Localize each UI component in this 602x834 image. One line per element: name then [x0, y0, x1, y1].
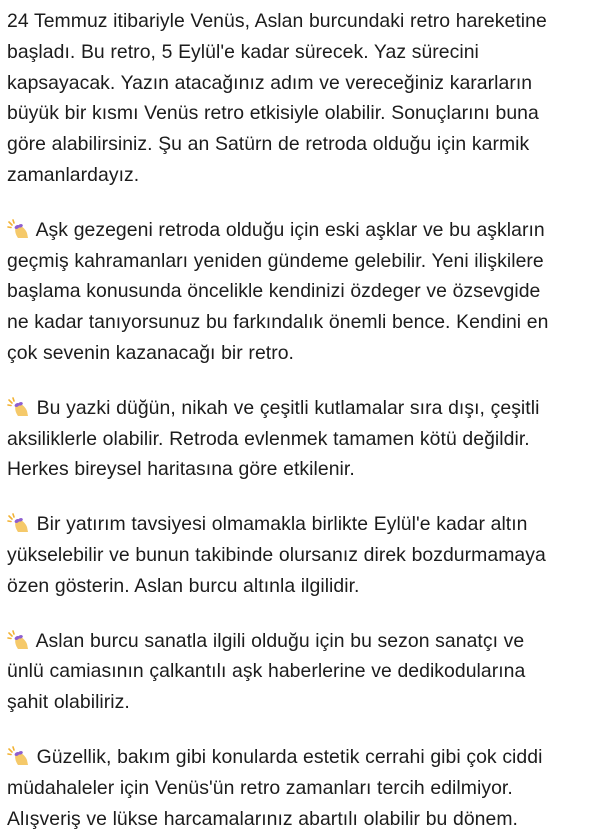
- paragraph-gap: [7, 369, 602, 393]
- nail-polish-icon: [7, 219, 29, 239]
- text-line: Aşk gezegeni retroda olduğu için eski aşklar ve bu aşkların: [35, 218, 545, 241]
- text-line: çok sevenin kazanacağı bir retro.: [7, 341, 294, 364]
- text-line: kapsayacak. Yazın atacağınız adım ve vereceğiniz kararların: [7, 71, 533, 94]
- text-line: şahit olabiliriz.: [7, 691, 130, 714]
- text-line: Aslan burcu sanatla ilgili olduğu için bu sezon sanatçı ve: [35, 629, 525, 652]
- nail-polish-icon: [7, 397, 29, 417]
- text-line: başlama konusunda öncelikle kendinizi özdeger ve özsevgide: [7, 280, 541, 303]
- nail-polish-icon: [7, 513, 29, 533]
- paragraph: [7, 626, 602, 718]
- text-line: Alışveriş ve lükse harcamalarınız abartılı olabilir bu dönem.: [7, 807, 518, 830]
- text-line: Herkes bireysel haritasına göre etkilenir.: [7, 458, 355, 481]
- paragraph-gap: [7, 718, 602, 742]
- text-line: Bu yazki düğün, nikah ve çeşitli kutlamalar sıra dışı, çeşitli: [36, 396, 540, 419]
- text-line: ne kadar tanıyorsunuz bu farkındalık önemli bence. Kendini en: [7, 311, 549, 334]
- paragraph: [7, 509, 602, 601]
- text-line: aksiliklerle olabilir. Retroda evlenmek tamamen kötü değildir.: [7, 427, 530, 450]
- text-line: özen gösterin. Aslan burcu altınla ilgilidir.: [7, 574, 360, 597]
- paragraph: [7, 215, 602, 369]
- paragraph-gap: [7, 191, 602, 215]
- text-line: zamanlardayız.: [7, 163, 140, 186]
- text-line: yükselebilir ve bunun takibinde olursanız direk bozdurmamaya: [7, 543, 546, 566]
- text-line: başladı. Bu retro, 5 Eylül'e kadar sürecek. Yaz sürecini: [7, 40, 479, 63]
- text-line: göre alabilirsiniz. Şu an Satürn de retroda olduğu için karmik: [7, 133, 530, 156]
- text-line: Güzellik, bakım gibi konularda estetik cerrahi gibi çok ciddi: [36, 745, 543, 768]
- nail-polish-icon: [7, 746, 29, 766]
- paragraph: [7, 6, 602, 191]
- text-line: 24 Temmuz itibariyle Venüs, Aslan burcundaki retro hareketine: [7, 10, 547, 32]
- text-line: geçmiş kahramanları yeniden gündeme gelebilir. Yeni ilişkilere: [7, 249, 544, 272]
- paragraph-gap: [7, 485, 602, 509]
- paragraph: [7, 393, 602, 485]
- text-line: büyük bir kısmı Venüs retro etkisiyle olabilir. Sonuçlarını buna: [7, 102, 539, 125]
- paragraph-gap: [7, 602, 602, 626]
- nail-polish-icon: [7, 630, 29, 650]
- text-line: müdahaleler için Venüs'ün retro zamanları tercih edilmiyor.: [7, 776, 513, 799]
- paragraph: [7, 742, 602, 834]
- text-line: ünlü camiasının çalkantılı aşk haberlerine ve dedikodularına: [7, 660, 526, 683]
- text-line: Bir yatırım tavsiyesi olmamakla birlikte Eylül'e kadar altın: [36, 513, 528, 536]
